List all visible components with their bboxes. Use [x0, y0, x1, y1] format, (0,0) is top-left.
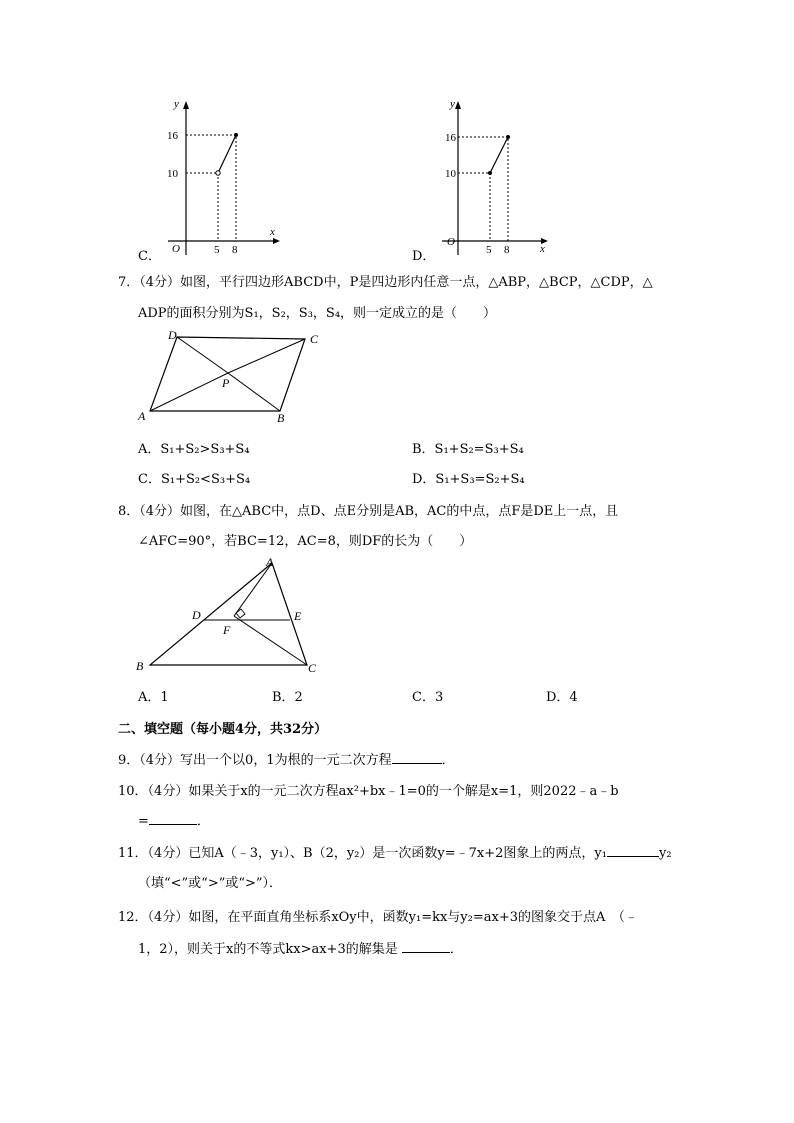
x-axis-label: x [540, 243, 545, 255]
point-f: F [223, 623, 231, 637]
vertex-b: B [277, 411, 285, 425]
option-c-label: C． [138, 249, 161, 264]
vertex-d: D [168, 328, 177, 342]
q11-text: 11．（4分）已知A（﹣3，y₁）、B（2，y₂）是一次函数y=﹣7x+2图象上的两点，y₁ [118, 846, 607, 861]
q12-answer-blank[interactable] [402, 940, 450, 953]
x-axis-arrow-icon [273, 238, 280, 244]
q10-line2 [138, 810, 210, 829]
q8-option-c: C．3 [412, 690, 444, 705]
guide-line-10 [458, 173, 490, 241]
q7-parallelogram-figure [130, 325, 330, 430]
closed-endpoint-end [506, 135, 510, 139]
vertex-a: A [138, 409, 146, 423]
y-axis-label: y [450, 98, 455, 110]
segment-pb [228, 373, 280, 411]
point-d: D [192, 608, 201, 622]
x-tick-5: 5 [214, 244, 220, 256]
q8-line2: ∠AFC=90°，若BC=12，AC=8，则DF的长为（ ） [138, 534, 473, 549]
open-endpoint [216, 171, 220, 175]
guide-line-10 [186, 173, 218, 241]
q10-equals: = [138, 814, 149, 829]
x-axis-label: x [270, 226, 275, 238]
graph-segment [490, 137, 508, 173]
q10-answer-blank[interactable] [149, 812, 197, 825]
q11-line1 [118, 842, 672, 861]
y-axis-arrow-icon [183, 101, 189, 109]
q9-text: 9．（4分）写出一个以0，1为根的一元二次方程 [118, 753, 392, 768]
q7-option-d: D．S₁+S₃=S₂+S₄ [412, 472, 525, 487]
segment-fc [234, 616, 307, 665]
q8-triangle-figure [130, 553, 330, 678]
vertex-c: C [310, 332, 319, 346]
x-tick-5: 5 [486, 244, 492, 256]
right-angle-mark [236, 609, 245, 618]
point-p: P [222, 376, 230, 390]
q9 [118, 749, 455, 768]
q11-answer-blank[interactable] [607, 844, 659, 857]
origin-label: O [172, 243, 180, 255]
q7-option-b: B．S₁+S₂=S₃+S₄ [412, 442, 524, 457]
vertex-b: B [136, 659, 144, 673]
q8-line1: 8．（4分）如图，在△ABC中，点D、点E分别是AB，AC的中点，点F是DE上一点，且 [118, 504, 619, 519]
graph-segment [218, 135, 236, 173]
q7-line1: 7．（4分）如图，平行四边形ABCD中，P是四边形内任意一点，△ABP，△BCP，△CDP，△ [118, 275, 653, 290]
section-2-title: 二、填空题（每小题4分，共32分） [118, 722, 328, 737]
q12-line2 [138, 938, 463, 957]
q12-end: ． [449, 942, 463, 957]
y-tick-16: 16 [445, 132, 456, 144]
q12-line1: 12．（4分）如图，在平面直角坐标系xOy中，函数y₁=kx与y₂=ax+3的图象交于点A （﹣ [118, 910, 638, 925]
q9-answer-blank[interactable] [392, 751, 442, 764]
q10-end: ． [196, 814, 210, 829]
q8-option-b: B．2 [272, 690, 303, 705]
q11-line2: （填“<”或“>”或“>”）． [138, 876, 283, 891]
y-tick-10: 10 [167, 168, 178, 180]
closed-endpoint [234, 133, 238, 137]
x-tick-8: 8 [504, 244, 510, 256]
q8-option-d: D．4 [546, 690, 578, 705]
graph-d [414, 95, 564, 260]
segment-pc [228, 339, 305, 373]
q9-end: ． [441, 753, 455, 768]
point-e: E [294, 609, 302, 623]
y-tick-10: 10 [445, 168, 456, 180]
segment-dp [177, 337, 228, 373]
origin-label: O [447, 236, 455, 248]
q7-line2: ADP的面积分别为S₁，S₂，S₃，S₄，则一定成立的是（ ） [138, 306, 497, 321]
q11-y2: y₂ [658, 846, 672, 861]
vertex-a: A [266, 555, 274, 569]
x-tick-8: 8 [232, 244, 238, 256]
q7-option-a: A．S₁+S₂>S₃+S₄ [138, 442, 250, 457]
q12-text: 1，2），则关于x的不等式kx>ax+3的解集是 [138, 942, 398, 957]
graph-c [140, 95, 290, 260]
q10-line1: 10．（4分）如果关于x的一元二次方程ax²+bx﹣1=0的一个解是x=1，则2022﹣a﹣b [118, 784, 619, 799]
y-tick-16: 16 [167, 130, 178, 142]
y-axis-arrow-icon [455, 101, 461, 109]
closed-endpoint-start [488, 171, 492, 175]
q8-option-a: A．1 [138, 690, 169, 705]
option-d-label: D． [412, 249, 436, 264]
vertex-c: C [308, 661, 317, 675]
q7-option-c: C．S₁+S₂<S₃+S₄ [138, 472, 251, 487]
y-axis-label: y [174, 98, 179, 110]
